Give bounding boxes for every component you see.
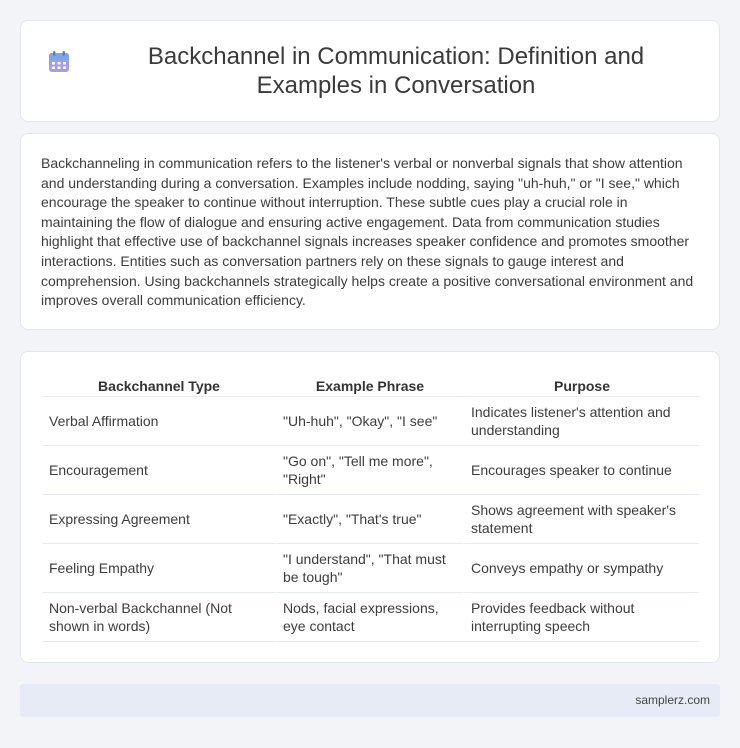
cell-type: Expressing Agreement [43, 495, 275, 544]
intro-paragraph: Backchanneling in communication refers to the listener's verbal or nonverbal signals that show attention and understanding during a conversation. Examples include nodding, saying "uh-huh," or "I see," which encourage the speaker to continue without interruption. These subtle cues play a crucial role in maintaining the flow of dialogue and ensuring active engagement. Data from communication studies highlight that effective use of backchannel signals increases speaker confidence and promotes smoother interactions. Entities such as conversation partners rely on these signals to gauge interest and comprehension. Using backchannels strategically helps create a positive conversational environment and improves overall communication efficiency. [41, 155, 694, 309]
footer-site-link[interactable]: samplerz.com [635, 693, 710, 707]
header-purpose: Purpose [463, 369, 699, 397]
table-row [43, 593, 699, 642]
cell-type: Verbal Affirmation [43, 397, 275, 446]
cell-example: "Exactly", "That's true" [275, 495, 463, 544]
cell-example: "Uh-huh", "Okay", "I see" [275, 397, 463, 446]
cell-purpose: Shows agreement with speaker's statement [463, 495, 699, 544]
table-row [43, 397, 699, 446]
cell-example: Nods, facial expressions, eye contact [275, 593, 463, 642]
cell-purpose: Encourages speaker to continue [463, 446, 699, 495]
table-row [43, 544, 699, 593]
table-row [43, 446, 699, 495]
cell-type: Feeling Empathy [43, 544, 275, 593]
cell-type: Non-verbal Backchannel (Not shown in words) [43, 593, 275, 642]
header-card [20, 20, 720, 122]
header-example-phrase: Example Phrase [275, 369, 463, 397]
document-icon [47, 50, 71, 74]
table-card [20, 351, 720, 663]
footer [20, 684, 720, 717]
header-backchannel-type: Backchannel Type [43, 369, 275, 397]
cell-purpose: Provides feedback without interrupting speech [463, 593, 699, 642]
intro-card [20, 133, 720, 330]
cell-purpose: Indicates listener's attention and understanding [463, 397, 699, 446]
cell-example: "I understand", "That must be tough" [275, 544, 463, 593]
backchannel-table [43, 369, 699, 642]
cell-example: "Go on", "Tell me more", "Right" [275, 446, 463, 495]
cell-type: Encouragement [43, 446, 275, 495]
page-title: Backchannel in Communication: Definition and Examples in Conversation [147, 43, 645, 99]
table-header-row [43, 369, 699, 397]
table-row [43, 495, 699, 544]
cell-purpose: Conveys empathy or sympathy [463, 544, 699, 593]
